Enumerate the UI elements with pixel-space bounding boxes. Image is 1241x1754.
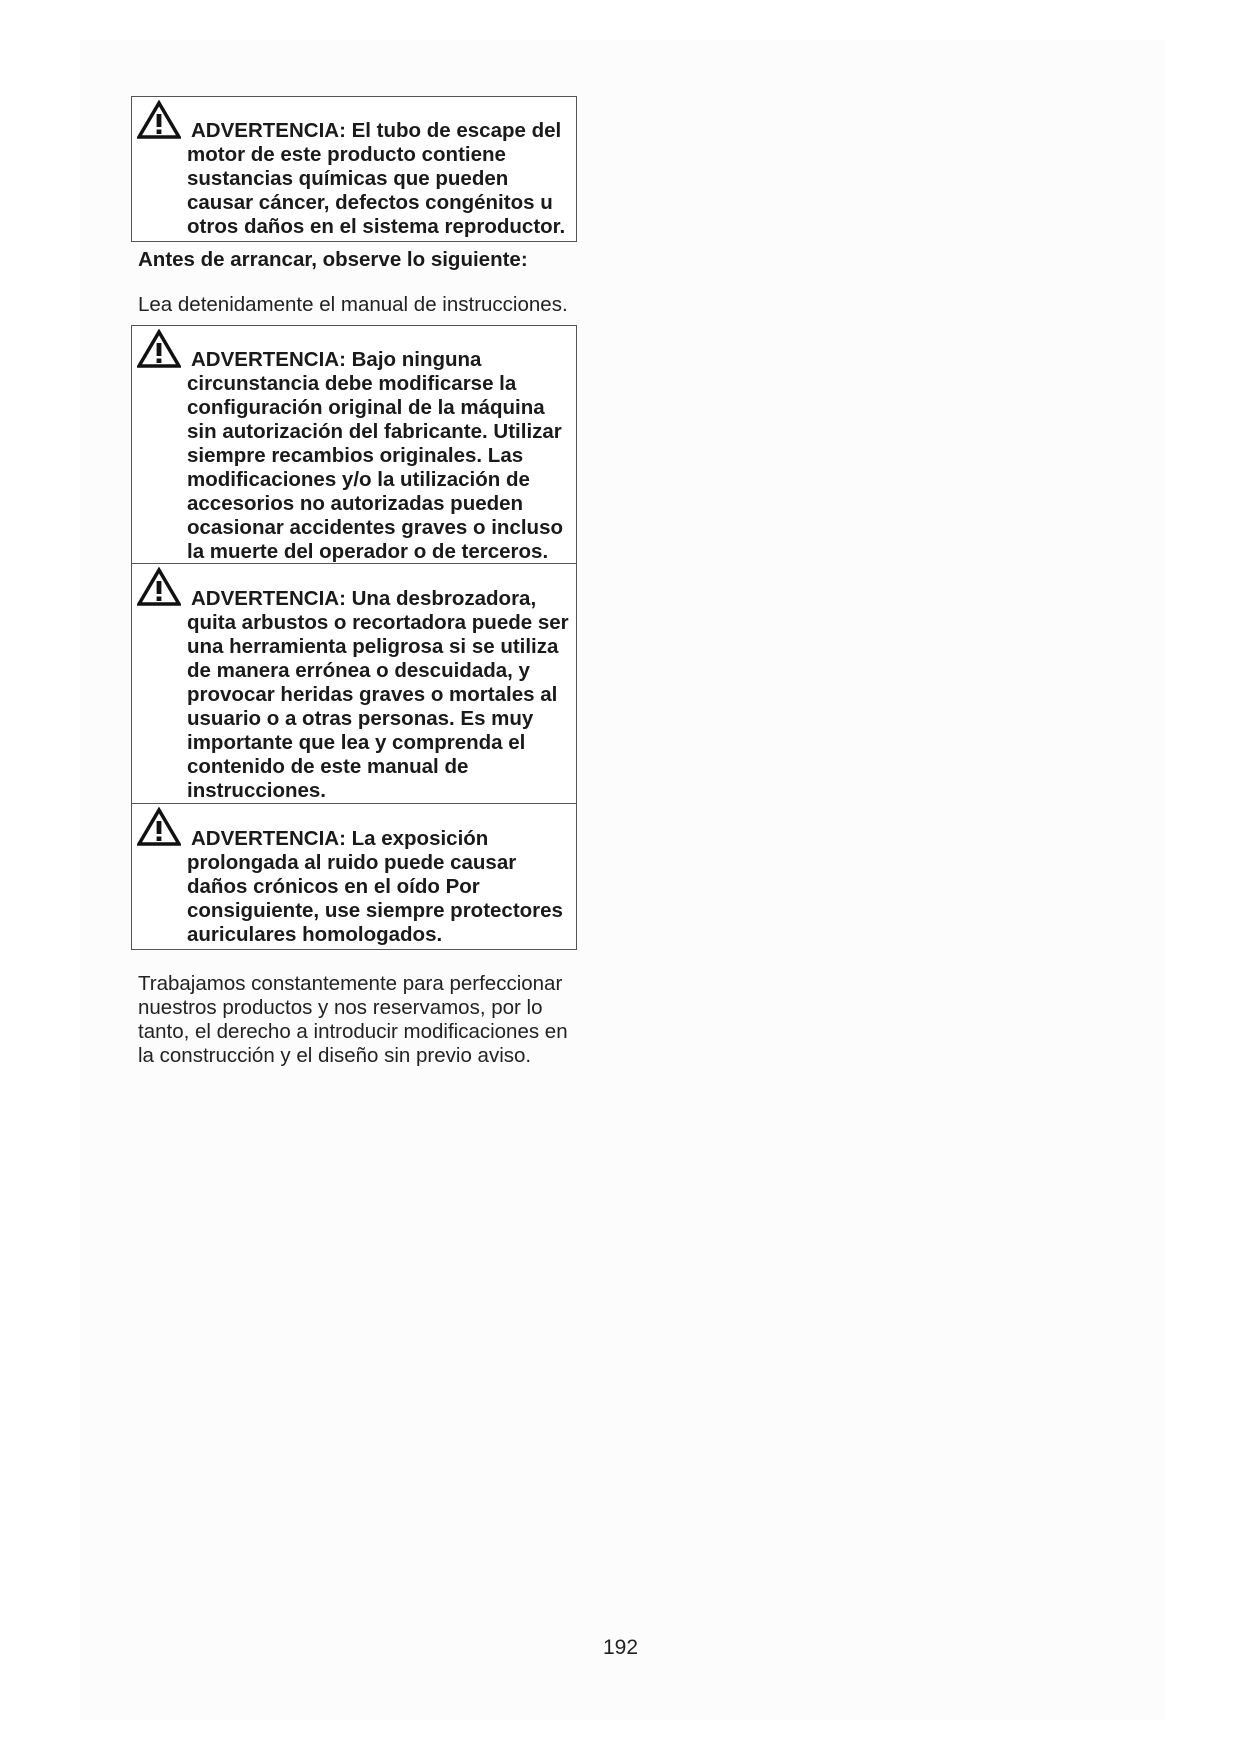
- warning-line: instrucciones.: [187, 779, 326, 802]
- warning-box-exhaust: [131, 96, 577, 242]
- warning-line: daños crónicos en el oído Por: [187, 875, 480, 898]
- warning-text: [187, 119, 572, 239]
- warning-line: una herramienta peligrosa si se utiliza: [187, 635, 559, 658]
- warning-keyword: ADVERTENCIA:: [191, 827, 346, 850]
- warning-text: [187, 827, 572, 947]
- warning-line: La exposición: [351, 827, 489, 850]
- warning-line: usuario o a otras personas. Es muy: [187, 707, 534, 730]
- warning-keyword: ADVERTENCIA:: [191, 348, 346, 371]
- warning-line: otros daños en el sistema reproductor.: [187, 215, 566, 238]
- warning-text: [187, 348, 572, 564]
- warning-line: sustancias químicas que pueden: [187, 167, 509, 190]
- warning-keyword: ADVERTENCIA:: [191, 587, 346, 610]
- warning-line: de manera errónea o descuidada, y: [187, 659, 530, 682]
- warning-line: provocar heridas graves o mortales al: [187, 683, 558, 706]
- closing-line: la construcción y el diseño sin previo aviso.: [138, 1044, 532, 1067]
- read-manual-text: Lea detenidamente el manual de instrucciones.: [138, 293, 568, 316]
- warning-box-modifications: [131, 325, 577, 564]
- warning-triangle-icon: [137, 329, 181, 369]
- warning-line: causar cáncer, defectos congénitos u: [187, 191, 553, 214]
- warning-line: configuración original de la máquina: [187, 396, 545, 419]
- warning-box-brushcutter: [131, 564, 577, 804]
- warning-triangle-icon: [137, 807, 181, 847]
- warning-box-noise: [131, 804, 577, 950]
- warning-line: El tubo de escape del: [351, 119, 562, 142]
- page-number: 192: [602, 1636, 639, 1659]
- closing-line: tanto, el derecho a introducir modificaciones en: [138, 1020, 568, 1043]
- warning-line: accesorios no autorizadas pueden: [187, 492, 524, 515]
- warning-line: quita arbustos o recortadora puede ser: [187, 611, 569, 634]
- warning-line: siempre recambios originales. Las: [187, 444, 524, 467]
- warning-line: ocasionar accidentes graves o incluso: [187, 516, 563, 539]
- warning-line: contenido de este manual de: [187, 755, 469, 778]
- warning-triangle-icon: [137, 100, 181, 140]
- warning-line: Bajo ninguna: [351, 348, 482, 371]
- warning-line: importante que lea y comprenda el: [187, 731, 526, 754]
- warning-line: modificaciones y/o la utilización de: [187, 468, 530, 491]
- warning-triangle-icon: [137, 567, 181, 607]
- warning-line: sin autorización del fabricante. Utilizar: [187, 420, 562, 443]
- warning-line: auriculares homologados.: [187, 923, 443, 946]
- before-start-heading: Antes de arrancar, observe lo siguiente:: [138, 248, 528, 271]
- warning-line: la muerte del operador o de terceros.: [187, 540, 549, 563]
- warning-line: consiguiente, use siempre protectores: [187, 899, 563, 922]
- warning-text: [187, 587, 572, 803]
- warning-line: circunstancia debe modificarse la: [187, 372, 517, 395]
- warning-line: motor de este producto contiene: [187, 143, 506, 166]
- closing-line: Trabajamos constantemente para perfeccionar: [138, 972, 563, 995]
- closing-line: nuestros productos y nos reservamos, por lo: [138, 996, 543, 1019]
- warning-line: prolongada al ruido puede causar: [187, 851, 517, 874]
- warning-line: Una desbrozadora,: [351, 587, 537, 610]
- closing-paragraph: [138, 972, 568, 1068]
- warning-keyword: ADVERTENCIA:: [191, 119, 346, 142]
